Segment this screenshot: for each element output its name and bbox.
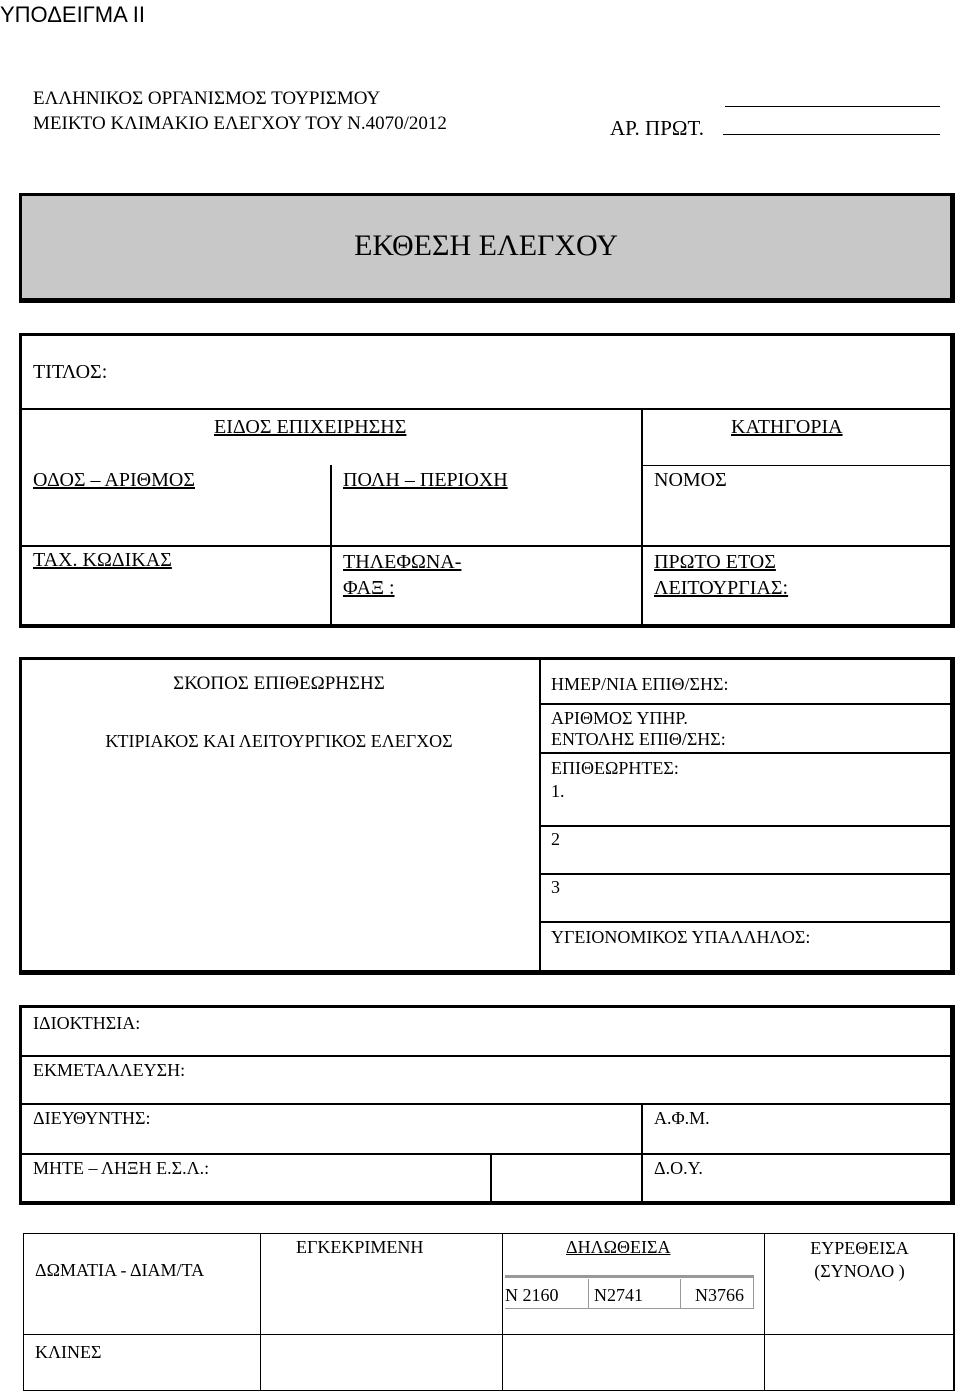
city-label: ΠΟΛΗ – ΠΕΡΙΟΧΗ	[343, 469, 508, 491]
law-3766: Ν3766	[695, 1285, 744, 1305]
divider	[641, 465, 955, 466]
divider	[753, 1275, 754, 1309]
registry-label: ΜΗΤΕ – ΛΗΞΗ Ε.Σ.Λ.:	[33, 1158, 210, 1178]
divider	[19, 408, 955, 410]
divider	[505, 1275, 753, 1278]
health-officer-label: ΥΓΕΙΟΝΟΜΙΚΟΣ ΥΠΑΛΛΗΛΟΣ:	[551, 927, 811, 947]
prefecture-label: ΝΟΜΟΣ	[654, 469, 727, 491]
divider	[641, 408, 643, 628]
street-label: ΟΔΟΣ – ΑΡΙΘΜΟΣ	[33, 469, 195, 491]
divider	[19, 1103, 955, 1105]
found-label	[764, 1237, 955, 1283]
beds-label: ΚΛΙΝΕΣ	[35, 1342, 102, 1362]
report-title-box	[19, 193, 955, 303]
phone-label-line2: ΦΑΞ :	[343, 577, 395, 599]
service-order-label	[551, 708, 726, 750]
inspectors-label: ΕΠΙΘΕΩΡΗΤΕΣ:	[551, 758, 679, 778]
first-year-label	[654, 549, 788, 601]
declared-label: ΔΗΛΩΘΕΙΣΑ	[566, 1237, 671, 1257]
tax-id-label: Α.Φ.Μ.	[654, 1108, 710, 1128]
found-line1: ΕΥΡΕΘΕΙΣΑ	[810, 1238, 909, 1258]
divider	[330, 465, 332, 628]
divider	[539, 921, 955, 923]
divider	[23, 1334, 955, 1335]
rooms-label: ΔΩΜΑΤΙΑ - ΔΙΑΜ/ΤΑ	[35, 1260, 205, 1280]
inspector-3: 3	[551, 877, 560, 897]
divider	[680, 1279, 681, 1309]
divider	[505, 1308, 754, 1309]
order-line2: ΕΝΤΟΛΗΣ ΕΠΙΘ/ΣΗΣ:	[551, 729, 726, 749]
business-type-label: ΕΙΔΟΣ ΕΠΙΧΕΙΡΗΣΗΣ	[214, 416, 407, 438]
inspector-1: 1.	[551, 781, 565, 801]
divider	[490, 1153, 492, 1205]
report-title: ΕΚΘΕΣΗ ΕΛΕΓΧΟΥ	[354, 229, 618, 262]
divider	[260, 1233, 261, 1391]
purpose-label: ΣΚΟΠΟΣ ΕΠΙΘΕΩΡΗΣΗΣ	[173, 673, 385, 694]
order-line1: ΑΡΙΘΜΟΣ ΥΠΗΡ.	[551, 708, 688, 728]
sample-label: ΥΠΟΔΕΙΓΜΑ ΙΙ	[0, 2, 145, 27]
inspection-date-label: ΗΜΕΡ/ΝΙΑ ΕΠΙΘ/ΣΗΣ:	[551, 674, 729, 694]
divider	[539, 873, 955, 875]
org-name: ΕΛΛΗΝΙΚΟΣ ΟΡΓΑΝΙΣΜΟΣ ΤΟΥΡΙΣΜΟΥ	[33, 88, 381, 109]
category-label: ΚΑΤΗΓΟΡΙΑ	[731, 416, 843, 438]
divider	[641, 1103, 643, 1205]
blank-line	[725, 106, 940, 107]
found-line2: (ΣΥΝΟΛΟ )	[814, 1261, 905, 1281]
director-label: ΔΙΕΥΘΥΝΤΗΣ:	[33, 1108, 151, 1128]
org-unit: ΜΕΙΚΤΟ ΚΛΙΜΑΚΙΟ ΕΛΕΓΧΟΥ ΤΟΥ Ν.4070/2012	[33, 113, 447, 134]
approved-label: ΕΓΚΕΚΡΙΜΕΝΗ	[296, 1237, 424, 1257]
protocol-label: ΑΡ. ΠΡΩΤ.	[610, 116, 705, 140]
operation-label: ΕΚΜΕΤΑΛΛΕΥΣΗ:	[33, 1060, 186, 1080]
title-field[interactable]	[33, 361, 107, 384]
divider	[539, 703, 955, 705]
phone-fax-label	[343, 549, 461, 601]
divider	[539, 825, 955, 827]
title-label: ΤΙΤΛΟΣ:	[33, 361, 108, 383]
divider	[502, 1233, 503, 1391]
first-year-line1: ΠΡΩΤΟ ΕΤΟΣ	[654, 551, 776, 573]
first-year-line2: ΛΕΙΤΟΥΡΓΙΑΣ:	[654, 577, 789, 599]
law-2741: Ν2741	[594, 1285, 643, 1305]
divider	[19, 1055, 955, 1057]
divider	[19, 545, 955, 547]
phone-label-line1: ΤΗΛΕΦΩΝΑ-	[343, 551, 462, 573]
purpose-value: ΚΤΙΡΙΑΚΟΣ ΚΑΙ ΛΕΙΤΟΥΡΓΙΚΟΣ ΕΛΕΓΧΟΣ	[105, 731, 453, 751]
ownership-label: ΙΔΙΟΚΤΗΣΙΑ:	[33, 1013, 141, 1033]
divider	[19, 1153, 955, 1155]
postcode-label: ΤΑΧ. ΚΩΔΙΚΑΣ	[33, 549, 172, 571]
tax-office-label: Δ.Ο.Υ.	[654, 1158, 703, 1178]
divider	[539, 752, 955, 754]
law-2160: Ν 2160	[505, 1285, 559, 1305]
protocol-number-line[interactable]	[723, 134, 940, 135]
inspector-2: 2	[551, 829, 560, 849]
inspectors-field	[551, 757, 679, 803]
divider	[588, 1279, 589, 1309]
